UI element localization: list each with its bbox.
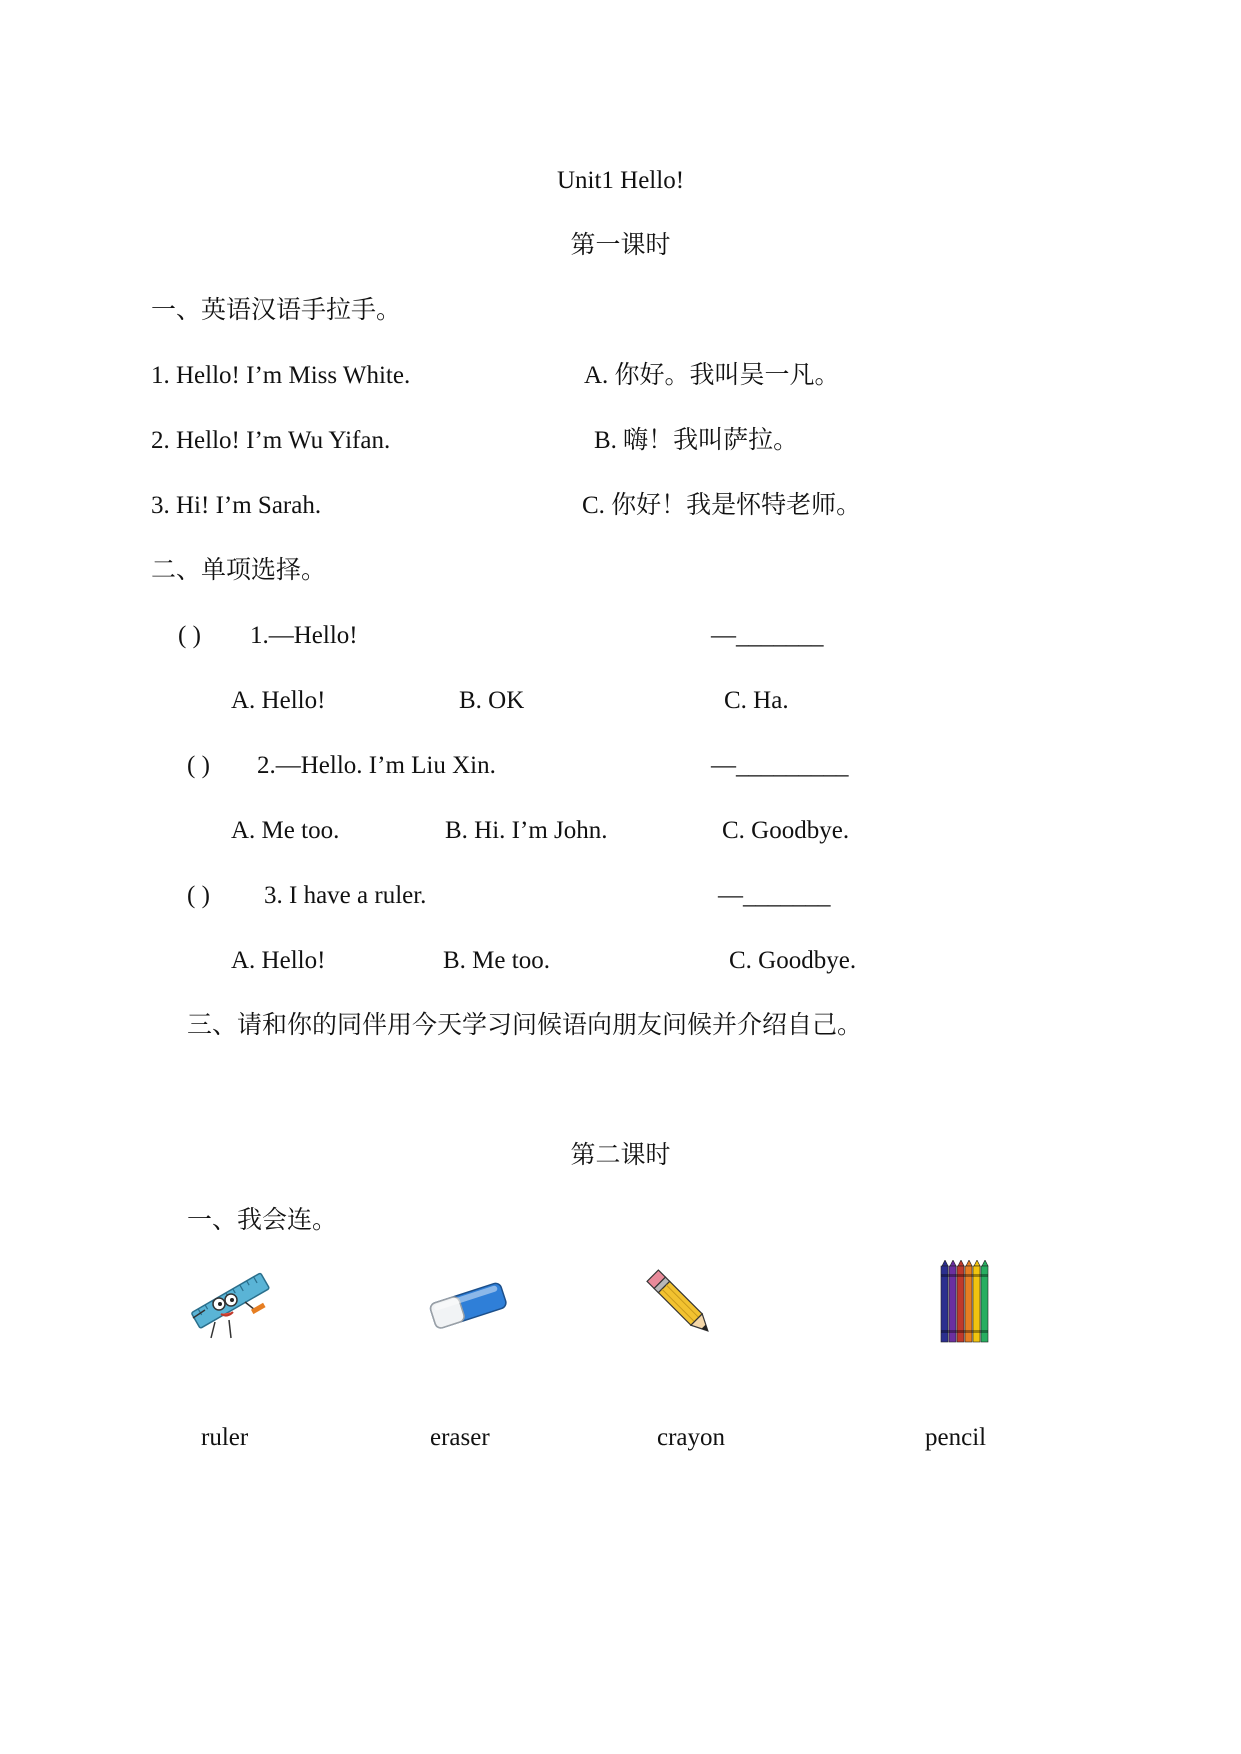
worksheet-title: Unit1 Hello! xyxy=(556,167,685,194)
question2-option-c: C. Goodbye. xyxy=(722,817,850,844)
question1-answer-blank: —_______ xyxy=(711,622,824,649)
crayons-picture xyxy=(938,1260,994,1345)
question2-option-a: A. Me too. xyxy=(231,817,340,844)
lesson1-heading: 第一课时 xyxy=(570,232,671,259)
match-left-1: 1. Hello! I’m Miss White. xyxy=(151,362,411,389)
match-left-2: 2. Hello! I’m Wu Yifan. xyxy=(151,427,391,454)
question1-option-c: C. Ha. xyxy=(724,687,789,714)
question2-prompt: 2.—Hello. I’m Liu Xin. xyxy=(257,752,496,779)
question3-paren: ( ) xyxy=(187,882,210,909)
question2-answer-blank: —_________ xyxy=(711,752,849,779)
question3-prompt: 3. I have a ruler. xyxy=(264,882,427,909)
question3-option-a: A. Hello! xyxy=(231,947,326,974)
section2-heading: 二、单项选择。 xyxy=(151,557,327,584)
match-right-3: C. 你好！我是怀特老师。 xyxy=(582,492,862,519)
lesson2-section1-heading: 一、我会连。 xyxy=(187,1207,338,1234)
question2-option-b: B. Hi. I’m John. xyxy=(445,817,608,844)
word-crayon: crayon xyxy=(657,1424,726,1451)
question1-prompt: 1.—Hello! xyxy=(250,622,358,649)
question1-paren: ( ) xyxy=(178,622,201,649)
question3-option-b: B. Me too. xyxy=(443,947,550,974)
eraser-picture xyxy=(425,1275,510,1335)
question1-option-b: B. OK xyxy=(459,687,525,714)
section3-heading: 三、请和你的同伴用今天学习问候语向朋友问候并介绍自己。 xyxy=(187,1012,863,1039)
section1-heading: 一、英语汉语手拉手。 xyxy=(151,297,402,324)
pencil-picture xyxy=(646,1262,716,1347)
question1-option-a: A. Hello! xyxy=(231,687,326,714)
match-right-1: A. 你好。我叫吴一凡。 xyxy=(584,362,840,389)
question2-paren: ( ) xyxy=(187,752,210,779)
match-left-3: 3. Hi! I’m Sarah. xyxy=(151,492,322,519)
question3-answer-blank: —_______ xyxy=(718,882,831,909)
word-eraser: eraser xyxy=(430,1424,490,1451)
word-ruler: ruler xyxy=(201,1424,249,1451)
match-right-2: B. 嗨！我叫萨拉。 xyxy=(594,427,799,454)
word-pencil: pencil xyxy=(925,1424,987,1451)
question3-option-c: C. Goodbye. xyxy=(729,947,857,974)
ruler-picture xyxy=(185,1262,275,1342)
lesson2-heading: 第二课时 xyxy=(570,1142,671,1169)
